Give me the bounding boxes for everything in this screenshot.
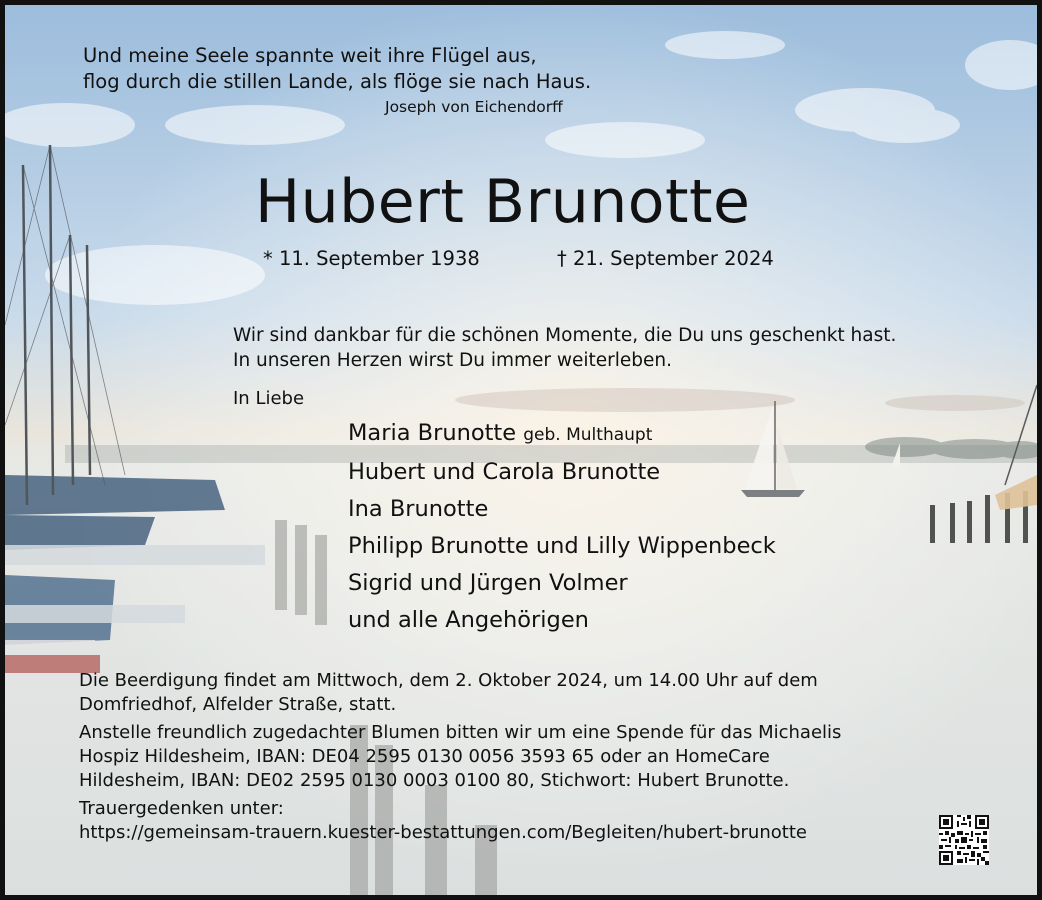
- family-member-name: Maria Brunotte: [348, 420, 517, 446]
- notice-details: [79, 669, 841, 845]
- quote-author: Joseph von Eichendorff: [385, 98, 563, 116]
- dedication-line: In unseren Herzen wirst Du immer weiterleben.: [233, 350, 673, 371]
- family-member: Ina Brunotte: [348, 496, 489, 522]
- donation-line: Hospiz Hildesheim, IBAN: DE04 2595 0130 0056 3593 65 oder an HomeCare: [79, 746, 770, 767]
- deceased-name: Hubert Brunotte: [255, 167, 751, 237]
- quote-line: flog durch die stillen Lande, als flöge sie nach Haus.: [83, 70, 592, 93]
- memorial-link[interactable]: https://gemeinsam-trauern.kuester-bestattungen.com/Begleiten/hubert-brunotte: [79, 822, 807, 843]
- quote-line: Und meine Seele spannte weit ihre Flügel aus,: [83, 44, 537, 67]
- quote-text: [83, 43, 591, 95]
- death-date: † 21. September 2024: [557, 247, 774, 270]
- family-list: [348, 415, 776, 639]
- funeral-line: Die Beerdigung findet am Mittwoch, dem 2. Oktober 2024, um 14.00 Uhr auf dem: [79, 670, 818, 691]
- donation-line: Anstelle freundlich zugedachter Blumen bitten wir um eine Spende für das Michaelis: [79, 722, 842, 743]
- family-member: und alle Angehörigen: [348, 607, 589, 633]
- dedication-line: Wir sind dankbar für die schönen Momente, die Du uns geschenkt hast.: [233, 325, 897, 346]
- closing-text: In Liebe: [233, 388, 305, 409]
- qr-code-icon[interactable]: [939, 815, 989, 865]
- birth-date: * 11. September 1938: [263, 247, 480, 270]
- funeral-line: Domfriedhof, Alfelder Straße, statt.: [79, 694, 397, 715]
- donation-line: Hildesheim, IBAN: DE02 2595 0130 0003 0100 80, Stichwort: Hubert Brunotte.: [79, 770, 790, 791]
- memorial-label: Trauergedenken unter:: [79, 798, 284, 819]
- dedication-text: [233, 323, 896, 373]
- family-member: Philipp Brunotte und Lilly Wippenbeck: [348, 533, 776, 559]
- maiden-name-note: geb. Multhaupt: [523, 425, 653, 445]
- family-member: Sigrid und Jürgen Volmer: [348, 570, 628, 596]
- family-member: [348, 415, 776, 454]
- family-member: Hubert und Carola Brunotte: [348, 459, 661, 485]
